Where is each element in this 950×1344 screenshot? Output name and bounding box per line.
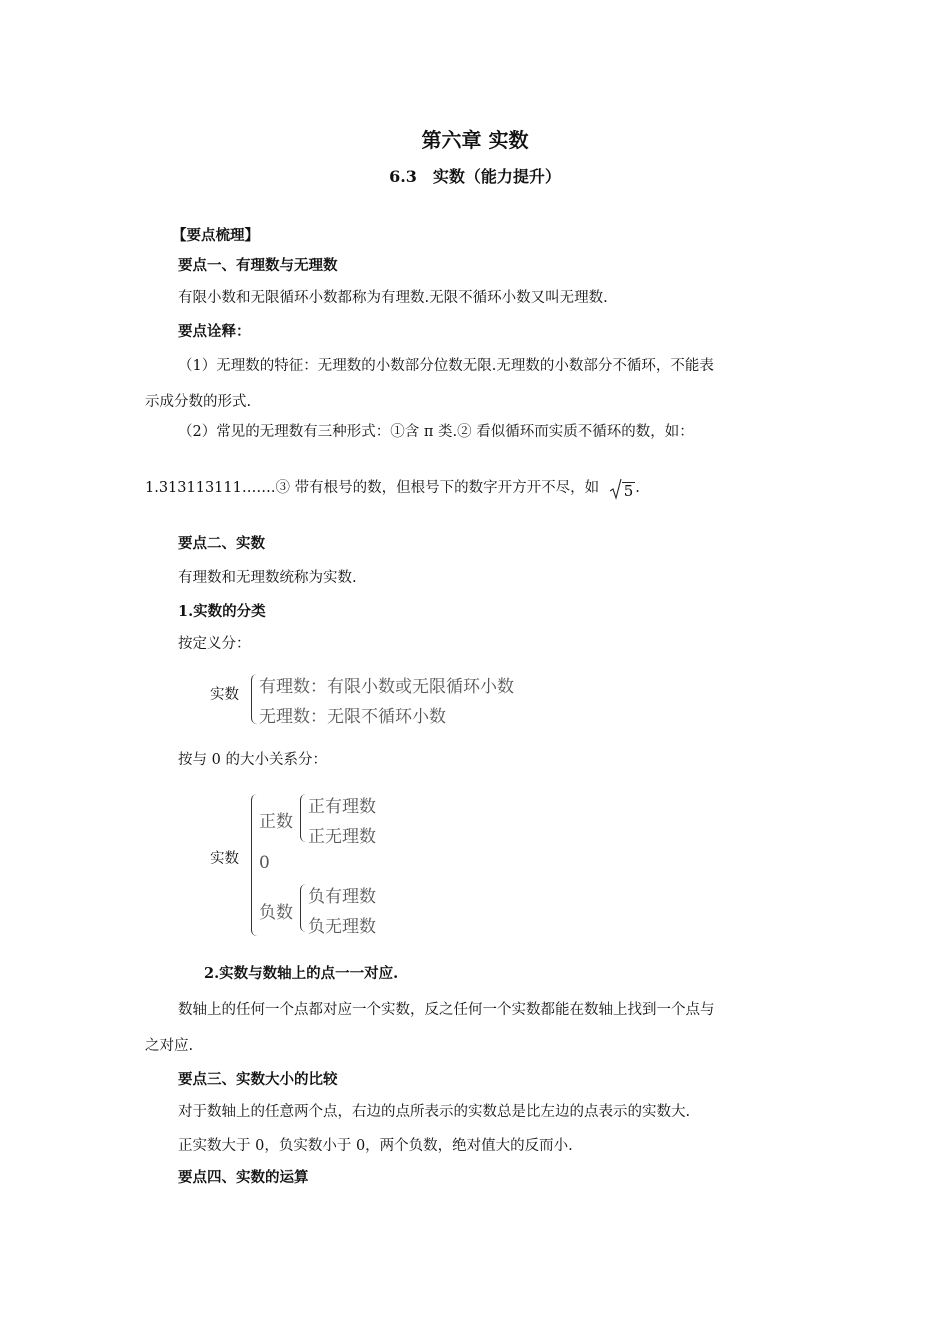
point2-sub2-line1: 数轴上的任何一个点都对应一个实数，反之任何一个实数都能在数轴上找到一个点与 xyxy=(178,1002,715,1018)
class2-negative: 负数 xyxy=(259,903,293,923)
point3-line1: 对于数轴上的任意两个点，右边的点所表示的实数总是比左边的点表示的实数大. xyxy=(178,1104,691,1120)
sqrt-radicand: 5 xyxy=(623,482,634,500)
point1-definition: 有限小数和无限循环小数都称为有理数.无限不循环小数又叫无理数. xyxy=(178,290,608,306)
point1-note1-line2: 示成分数的形式. xyxy=(145,394,252,410)
by-sign-label: 按与 0 的大小关系分： xyxy=(178,752,327,768)
class1-root: 实数 xyxy=(210,687,239,703)
page-subtitle: 6.3 实数（能力提升） xyxy=(389,167,561,186)
point2-definition: 有理数和无理数统称为实数. xyxy=(178,570,357,586)
point2-heading: 要点二、实数 xyxy=(178,535,265,552)
point3-heading: 要点三、实数大小的比较 xyxy=(178,1071,338,1088)
class2-root: 实数 xyxy=(210,851,239,867)
class1-item-rational: 有理数：有限小数或无限循环小数 xyxy=(259,677,514,697)
class2-brace xyxy=(251,794,258,936)
point2-sub2-line2: 之对应. xyxy=(145,1038,194,1054)
point1-note-heading: 要点诠释： xyxy=(178,323,251,340)
positive-rational: 正有理数 xyxy=(308,797,376,817)
negative-irrational: 负无理数 xyxy=(308,917,376,937)
class2-positive: 正数 xyxy=(259,812,293,832)
class1-item-irrational: 无理数：无限不循环小数 xyxy=(259,707,446,727)
positive-irrational: 正无理数 xyxy=(308,827,376,847)
sqrt-expression xyxy=(610,482,636,500)
point1-note2-line1: （2）常见的无理数有三种形式：①含 π 类.② 看似循环而实质不循环的数，如： xyxy=(178,424,694,440)
radical-sign-icon xyxy=(610,478,622,500)
negative-brace xyxy=(300,884,307,932)
point1-note1-line1: （1）无理数的特征：无理数的小数部分位数无限.无理数的小数部分不循环，不能表 xyxy=(178,358,714,374)
positive-brace xyxy=(300,794,307,842)
point3-line2: 正实数大于 0，负实数小于 0，两个负数，绝对值大的反而小. xyxy=(178,1138,573,1154)
class2-zero: 0 xyxy=(259,853,270,873)
point2-sub1-heading: 1.实数的分类 xyxy=(178,603,266,620)
by-definition-label: 按定义分： xyxy=(178,636,251,652)
summary-heading: 【要点梳理】 xyxy=(172,227,259,244)
page-title: 第六章 实数 xyxy=(421,128,529,152)
point2-sub2-heading: 2.实数与数轴上的点一一对应. xyxy=(204,965,399,982)
note2-line2-text: 1.313113111…….③ 带有根号的数，但根号下的数字开方开不尽，如 xyxy=(145,480,600,496)
negative-rational: 负有理数 xyxy=(308,887,376,907)
point1-heading: 要点一、有理数与无理数 xyxy=(178,257,338,274)
sqrt-period: . xyxy=(635,480,640,496)
point1-note2-line2 xyxy=(145,476,640,500)
point4-heading: 要点四、实数的运算 xyxy=(178,1169,309,1186)
class1-brace xyxy=(251,674,258,724)
